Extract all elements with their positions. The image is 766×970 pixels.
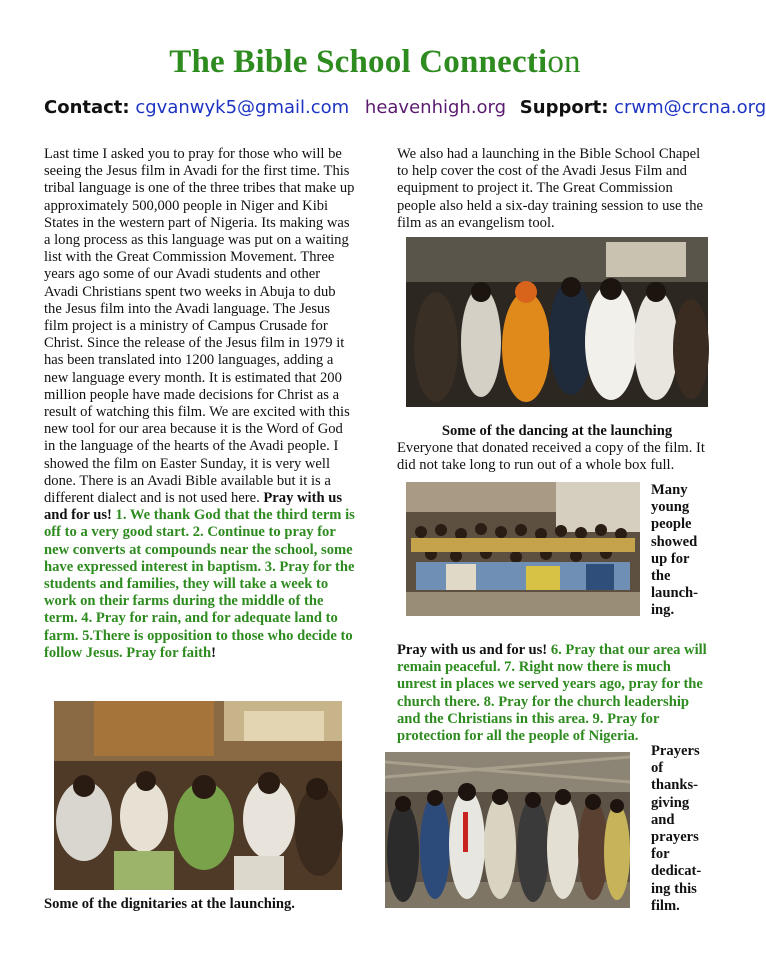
website-link[interactable]: heavenhigh.org [364,97,507,118]
contact-label: Contact: [44,97,130,118]
young-people-side-caption: Many young people showed up for the launch-ing. [651,482,699,619]
right-prayer-points: 6. Pray that our area will remain peaceful. 7. Right now there is much unrest in places we served years ago, pray for the church there. 8. Pray for the church leadership and the Christians in this area. 9. Pray for protection for all the people of Nigeria. [397,642,707,745]
dignitaries-caption: Some of the dignitaries at the launching. [44,896,295,912]
left-pray-lead: Pray with us and for us! [44,490,343,524]
prayers-side-caption: Prayers of thanks-giving and prayers for dedicat-ing this film. [651,743,702,914]
young-people-photo [406,482,640,616]
right-prayer-paragraph [397,642,712,745]
contact-line [44,97,766,118]
left-article-body [44,146,356,662]
dancing-caption: Some of the dancing at the launching [441,423,673,439]
right-intro: We also had a launching in the Bible School Chapel to help cover the cost of the Avadi Jesus Film and equipment to project it. The Great Commission people also held a six-day training session to use the film as an evangelism tool. [397,146,703,231]
left-article [44,146,356,662]
support-label: Support: [519,97,609,118]
prayers-photo [385,752,630,908]
left-pray-end: ! [211,644,217,661]
left-body-text: Last time I asked you to pray for those who will be seeing the Jesus film in Avadi for the first time. This tribal language is one of the three tribes that make up approximately 500,000 people in Niger and Kibi States in the western part of Nigeria. Its making was a long process as this language was put on a waiting list with the Great Commission Movement. Three years ago some of our Avadi students and other Avadi Christians spent two weeks in Abuja to dub the Jesus film into the Avadi language. The Jesus film project is a ministry of Campus Crusade for Christ. Since the release of the Jesus film in 1979 it has been translated into 1200 languages, adding a new language every month. It is estimated that 200 million people have made decisions for Christ as a result of watching this film. We are excited with this new tool for our area because it is the Word of God in the language of the hearts of the Avadi people. I showed the film on Easter Sunday, it is very well done. There is an Avadi Bible available but it is a different dialect and is not used here. [44,146,355,507]
right-pray-lead: Pray with us and for us! [397,642,551,658]
title-main: The Bible School Connecti [169,44,548,80]
donation-text: Everyone that donated received a copy of the film. It did not take long to run out of a whole box full. [397,440,705,474]
contact-email-link[interactable]: cgvanwyk5@gmail.com [135,97,350,118]
dancing-photo [406,237,708,407]
newsletter-title [0,44,750,81]
left-prayer-points: 1. We thank God that the third term is off to a very good start. 2. Continue to pray for new converts at compounds near the school, some have expressed interest in baptism. 3. Pray for the students and families, they will take a week to work on their farms during the middle of the term. 4. Pray for rain, and for adequate land to farm. 5.There is opposition to those who decide to follow Jesus. Pray for faith [44,507,355,661]
support-email-link[interactable]: crwm@crcna.org [614,97,766,118]
title-tail: on [547,44,581,80]
dignitaries-photo [54,701,342,890]
